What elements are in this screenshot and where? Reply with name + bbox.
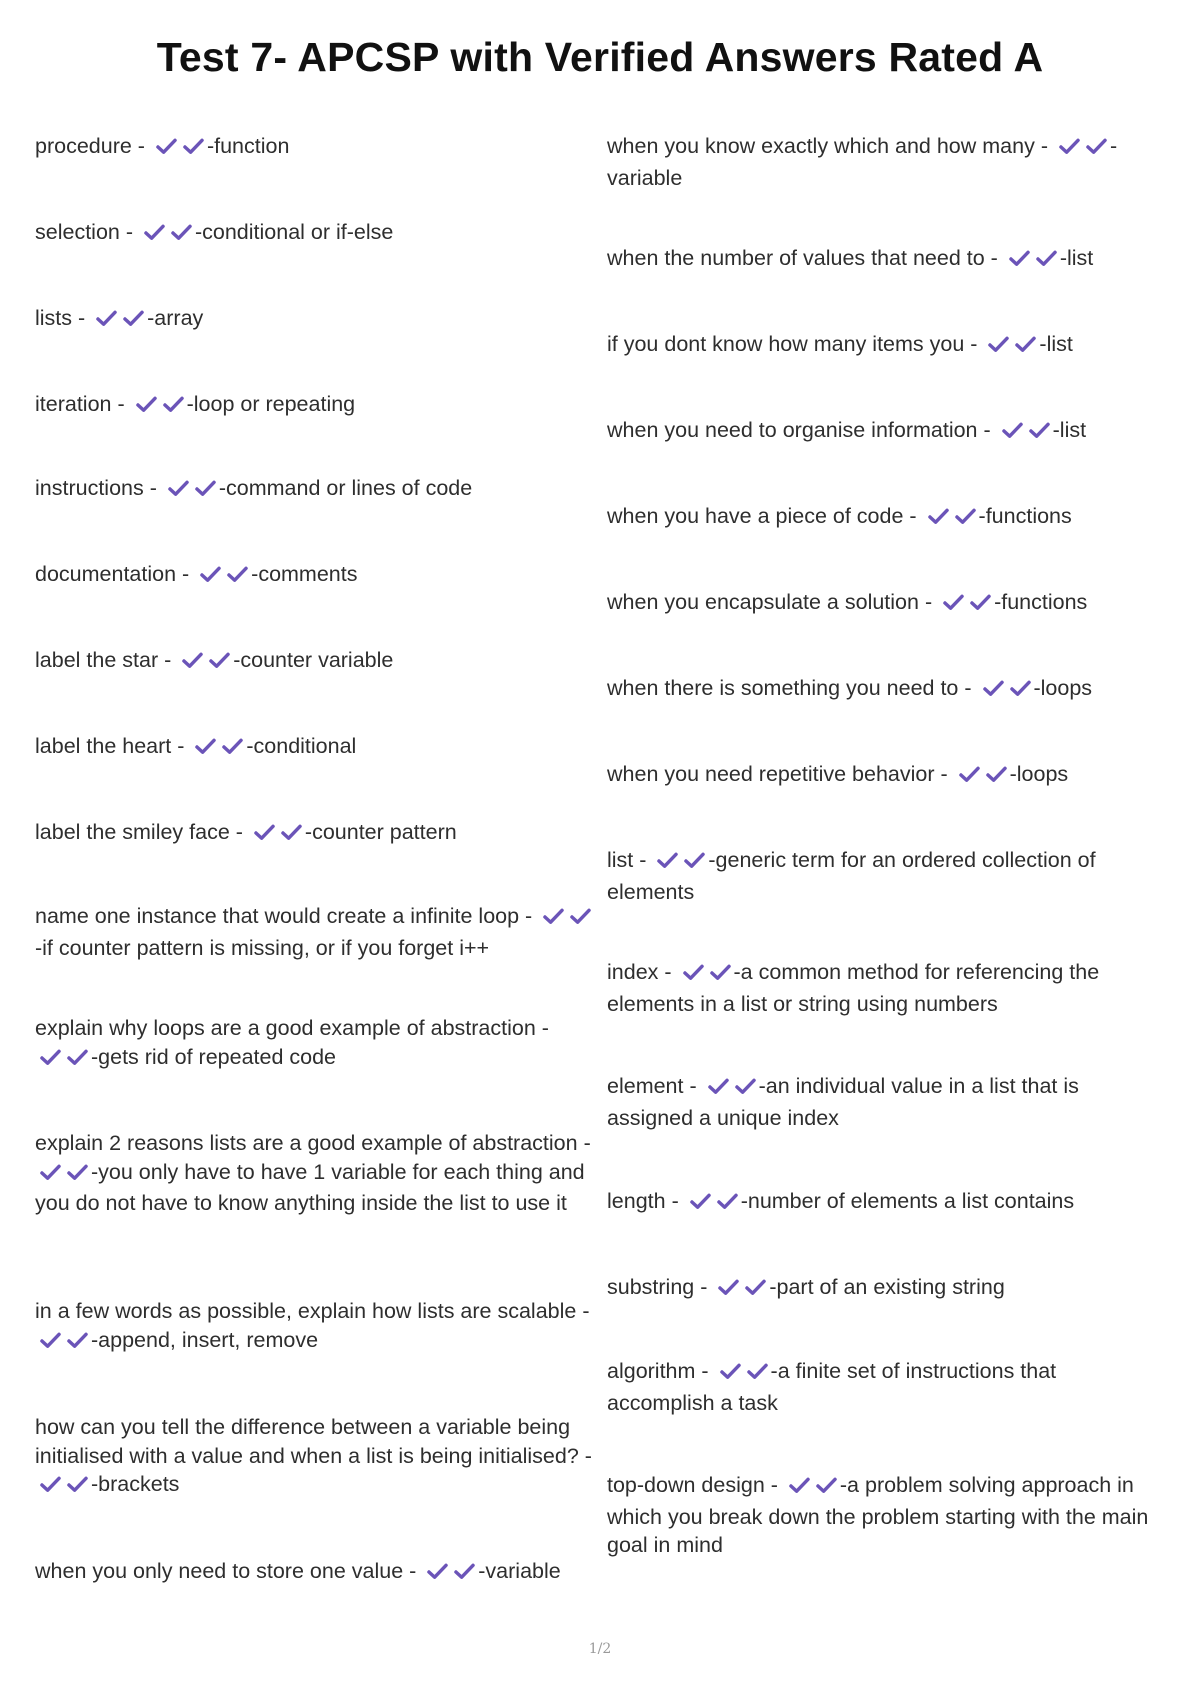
check-icon (987, 335, 1010, 354)
entry-answer: -if counter pattern is missing, or if you forget i++ (35, 935, 490, 960)
check-icon (143, 223, 166, 242)
entry-separator: - (958, 676, 978, 700)
entry-separator: - (403, 1559, 423, 1583)
check-icon (1014, 335, 1037, 354)
qa-entry (607, 958, 1167, 1018)
double-check-icon (1001, 419, 1052, 448)
entry-term: when there is something you need to (607, 676, 959, 700)
check-icon (689, 1192, 712, 1211)
double-check-icon (788, 1474, 839, 1503)
check-icon (1058, 137, 1081, 156)
check-icon (155, 137, 178, 156)
double-check-icon (253, 821, 304, 850)
check-icon (170, 223, 193, 242)
qa-entry (607, 1273, 1167, 1305)
entry-answer: -a common method for referencing the elements in a list or string using numbers (607, 960, 1100, 1016)
check-icon (719, 1362, 742, 1381)
entry-term: documentation (35, 562, 177, 586)
double-check-icon (426, 1560, 477, 1589)
check-icon (569, 907, 592, 926)
entry-term: selection (35, 220, 120, 244)
entry-separator: - (1034, 134, 1054, 158)
entry-answer: -conditional (246, 734, 357, 758)
double-check-icon (689, 1190, 740, 1219)
qa-entry (35, 560, 595, 592)
double-check-icon (155, 135, 206, 164)
entry-answer: -an individual value in a list that is assigned a unique index (607, 1074, 1079, 1130)
entry-term: when you need to organise information (607, 418, 978, 442)
check-icon (1008, 249, 1031, 268)
entry-term: when you encapsulate a solution (607, 590, 919, 614)
entry-separator: - (658, 960, 678, 984)
entry-term: length (607, 1189, 666, 1213)
check-icon (39, 1475, 62, 1494)
entry-answer: -gets rid of repeated code (91, 1044, 337, 1069)
check-icon (709, 963, 732, 982)
check-icon (1085, 137, 1108, 156)
check-icon (717, 1278, 740, 1297)
check-icon (815, 1476, 838, 1495)
qa-entry (607, 502, 1167, 534)
check-icon (1009, 679, 1032, 698)
page-title: Test 7- APCSP with Verified Answers Rated A (156, 34, 1044, 80)
entry-answer: -array (147, 306, 204, 330)
check-icon (226, 565, 249, 584)
check-icon (39, 1048, 62, 1067)
entry-answer: -counter pattern (304, 820, 457, 844)
qa-entry (35, 1014, 595, 1074)
qa-entry (607, 1471, 1167, 1560)
qa-entry (607, 330, 1167, 362)
qa-entry (35, 732, 595, 764)
qa-entry (607, 760, 1167, 792)
check-icon (682, 963, 705, 982)
qa-entry (607, 132, 1167, 192)
entry-answer: -functions (978, 504, 1072, 528)
entry-answer: -variable (478, 1559, 561, 1583)
qa-entry (35, 304, 595, 336)
entry-answer: -append, insert, remove (91, 1327, 319, 1352)
entry-answer: -a finite set of instructions that accomplish a task (607, 1359, 1057, 1415)
double-check-icon (39, 1046, 90, 1075)
check-icon (66, 1163, 89, 1182)
double-check-icon (982, 677, 1033, 706)
check-icon (746, 1362, 769, 1381)
qa-entry (35, 474, 595, 506)
double-check-icon (682, 961, 733, 990)
entry-term: if you dont know how many items you (607, 332, 965, 356)
entry-term: procedure (35, 134, 132, 158)
entry-term: explain 2 reasons lists are a good example of abstraction (35, 1131, 578, 1155)
entry-separator: - (229, 820, 249, 844)
entry-separator: - (111, 392, 131, 416)
entry-term: explain why loops are a good example of abstraction (35, 1016, 536, 1040)
check-icon (1028, 421, 1051, 440)
entry-term: when you only need to store one value (35, 1559, 404, 1583)
check-icon (1001, 421, 1024, 440)
entry-separator: - (143, 476, 163, 500)
check-icon (95, 309, 118, 328)
check-icon (194, 737, 217, 756)
entry-separator: - (578, 1443, 592, 1468)
double-check-icon (927, 505, 978, 534)
check-icon (788, 1476, 811, 1495)
qa-entry (35, 1129, 595, 1218)
check-icon (66, 1048, 89, 1067)
entry-answer: -loops (1009, 762, 1069, 786)
entry-separator: - (171, 734, 191, 758)
entry-answer: -generic term for an ordered collection of elements (607, 848, 1096, 904)
double-check-icon (39, 1473, 90, 1502)
entry-separator: - (665, 1189, 685, 1213)
entry-separator: - (764, 1473, 784, 1497)
double-check-icon (656, 849, 707, 878)
entry-term: index (607, 960, 659, 984)
check-icon (656, 851, 679, 870)
entry-answer: -command or lines of code (218, 476, 473, 500)
qa-entry (35, 1413, 595, 1502)
check-icon (280, 823, 303, 842)
qa-entry (607, 244, 1167, 276)
entry-term: algorithm (607, 1359, 696, 1383)
entry-term: in a few words as possible, explain how lists are scalable (35, 1299, 577, 1323)
entry-separator: - (72, 306, 92, 330)
double-check-icon (135, 393, 186, 422)
entry-answer: -list (1039, 332, 1073, 356)
check-icon (969, 593, 992, 612)
entry-answer: -conditional or if-else (194, 220, 394, 244)
check-icon (942, 593, 965, 612)
check-icon (208, 651, 231, 670)
entry-term: element (607, 1074, 684, 1098)
entry-separator: - (964, 332, 984, 356)
entry-separator: - (934, 762, 954, 786)
double-check-icon (542, 905, 593, 934)
qa-entry (35, 132, 595, 164)
entry-term: when you need repetitive behavior (607, 762, 935, 786)
check-icon (135, 395, 158, 414)
check-icon (182, 137, 205, 156)
double-check-icon (39, 1161, 90, 1190)
check-icon (744, 1278, 767, 1297)
qa-entry (35, 218, 595, 250)
entry-answer: -list (1052, 418, 1087, 442)
check-icon (162, 395, 185, 414)
qa-entry (35, 390, 595, 422)
entry-separator: - (695, 1359, 715, 1383)
entry-answer: -brackets (91, 1472, 180, 1496)
entry-term: label the heart (35, 734, 172, 758)
double-check-icon (1058, 135, 1109, 164)
qa-entry (607, 588, 1167, 620)
check-icon (66, 1475, 89, 1494)
entry-answer: -comments (251, 562, 358, 586)
check-icon (542, 907, 565, 926)
entry-term: iteration (35, 392, 112, 416)
check-icon (426, 1562, 449, 1581)
double-check-icon (719, 1360, 770, 1389)
check-icon (683, 851, 706, 870)
qa-entry (35, 902, 595, 962)
double-check-icon (958, 763, 1009, 792)
entry-term: label the star (35, 648, 159, 672)
entry-answer: -part of an existing string (769, 1275, 1005, 1299)
check-icon (982, 679, 1005, 698)
double-check-icon (707, 1075, 758, 1104)
entry-separator: - (176, 562, 196, 586)
entry-term: name one instance that would create a infinite loop (35, 904, 520, 928)
entry-term: top-down design (607, 1473, 765, 1497)
entry-separator: - (903, 504, 923, 528)
entry-separator: - (694, 1275, 714, 1299)
entry-term: when the number of values that need to (607, 246, 985, 270)
qa-entry (607, 416, 1167, 448)
check-icon (39, 1331, 62, 1350)
entry-term: substring (607, 1275, 695, 1299)
double-check-icon (39, 1329, 90, 1358)
qa-entry (35, 1297, 595, 1357)
double-check-icon (167, 477, 218, 506)
entry-term: lists (35, 306, 73, 330)
entry-term: instructions (35, 476, 144, 500)
entry-separator: - (131, 134, 151, 158)
qa-entry (35, 646, 595, 678)
double-check-icon (95, 307, 146, 336)
double-check-icon (987, 333, 1038, 362)
qa-entry (607, 674, 1167, 706)
double-check-icon (717, 1276, 768, 1305)
check-icon (221, 737, 244, 756)
entry-separator: - (633, 848, 653, 872)
double-check-icon (199, 563, 250, 592)
check-icon (199, 565, 222, 584)
check-icon (927, 507, 950, 526)
entry-answer: -functions (994, 590, 1088, 614)
qa-entry (35, 818, 595, 850)
check-icon (985, 765, 1008, 784)
entry-answer: -a problem solving approach in which you break down the problem starting with the main goal in mind (607, 1473, 1149, 1557)
check-icon (194, 479, 217, 498)
check-icon (122, 309, 145, 328)
qa-entry (607, 1187, 1167, 1219)
double-check-icon (181, 649, 232, 678)
entry-separator: - (683, 1074, 703, 1098)
entry-term: list (607, 848, 634, 872)
entry-separator: - (119, 220, 139, 244)
entry-separator: - (918, 590, 939, 614)
qa-entry (607, 1072, 1167, 1132)
entry-answer: -loops (1033, 676, 1093, 700)
check-icon (453, 1562, 476, 1581)
check-icon (253, 823, 276, 842)
double-check-icon (942, 591, 993, 620)
entry-answer: -you only have to have 1 variable for each thing and you do not have to know anything inside the list to use it (35, 1159, 585, 1215)
entry-answer: -list (1059, 246, 1094, 270)
qa-entry (607, 1357, 1167, 1417)
check-icon (1035, 249, 1058, 268)
entry-term: when you have a piece of code (607, 504, 904, 528)
entry-separator: - (977, 418, 997, 442)
entry-answer: -function (206, 134, 290, 158)
entry-term: how can you tell the difference between a variable being initialised with a value and when a list is being initialised? (35, 1415, 579, 1468)
entry-answer: -number of elements a list contains (740, 1189, 1075, 1213)
qa-entry (607, 846, 1167, 906)
entry-separator: - (576, 1299, 590, 1323)
entry-answer: -variable (607, 134, 1118, 190)
entry-separator: - (535, 1016, 549, 1040)
double-check-icon (194, 735, 245, 764)
qa-entry (35, 1557, 595, 1589)
check-icon (734, 1077, 757, 1096)
entry-answer: -loop or repeating (186, 392, 356, 416)
check-icon (716, 1192, 739, 1211)
check-icon (958, 765, 981, 784)
entry-separator: - (519, 904, 539, 928)
entry-separator: - (577, 1131, 591, 1155)
entry-term: when you know exactly which and how many (607, 134, 1035, 158)
entry-separator: - (984, 246, 1004, 270)
double-check-icon (143, 221, 194, 250)
check-icon (707, 1077, 730, 1096)
double-check-icon (1008, 247, 1059, 276)
entry-answer: -counter variable (233, 648, 394, 672)
check-icon (66, 1331, 89, 1350)
check-icon (181, 651, 204, 670)
page-number: 1/2 (588, 1641, 612, 1657)
check-icon (167, 479, 190, 498)
check-icon (39, 1163, 62, 1182)
entry-separator: - (158, 648, 178, 672)
check-icon (954, 507, 977, 526)
entry-term: label the smiley face (35, 820, 230, 844)
